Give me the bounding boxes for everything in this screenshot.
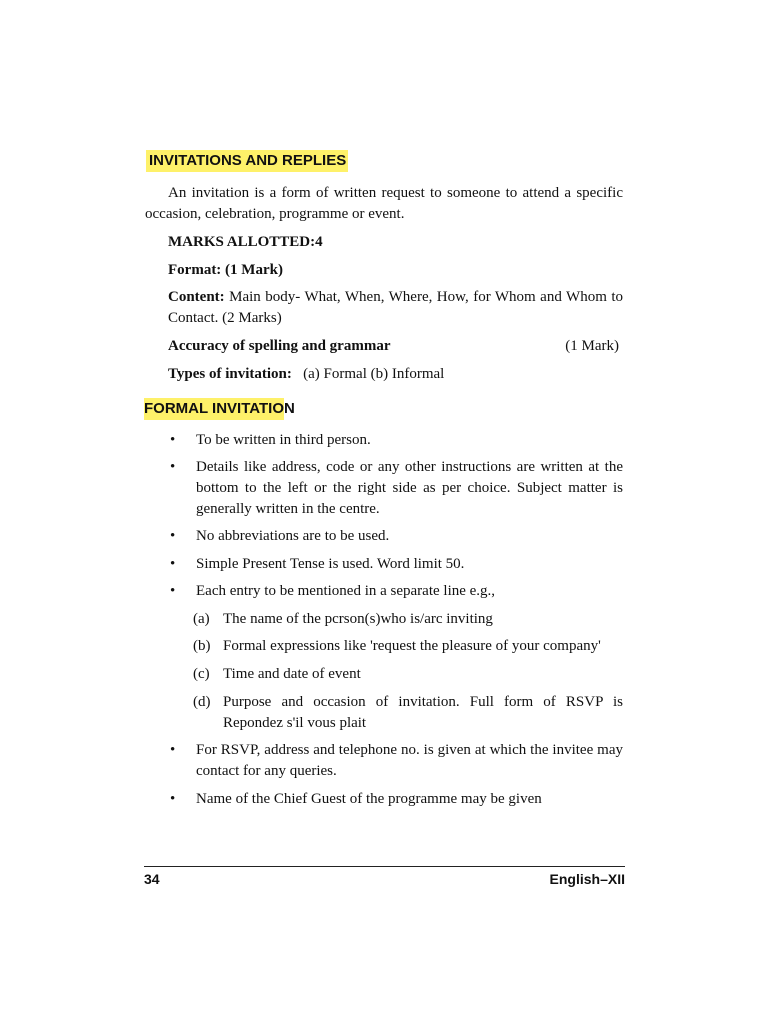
bullet-icon: • (170, 459, 176, 475)
intro-paragraph: An invitation is a form of written request to someone to attend a specific occasion, celebration, programme or event. (145, 185, 623, 222)
content-text: Main body- What, When, Where, How, for Whom and Whom to Contact. (2 Marks) (168, 289, 623, 326)
list-item-text: Simple Present Tense is used. Word limit 50. (196, 556, 465, 572)
sub-item-text: Time and date of event (223, 666, 361, 682)
sub-item-label: (b) (193, 638, 211, 654)
types-of-invitation (168, 364, 623, 385)
section-title-highlight: INVITATIONS AND REPLIES (146, 150, 348, 172)
list-item-text: To be written in third person. (196, 432, 371, 448)
bullet-icon: • (170, 556, 176, 572)
bullet-icon: • (170, 583, 176, 599)
marks-allotted-text: MARKS ALLOTTED:4 (168, 234, 323, 250)
content-marks (168, 287, 623, 329)
section-title-highlight: FORMAL INVITATIO (144, 398, 284, 420)
list-item-text: Name of the Chief Guest of the programme may be given (196, 791, 542, 807)
list-item-text: Details like address, code or any other instructions are written at the bottom to the left or the right side as per choice. Subject matter is generally written in the centre. (196, 459, 623, 517)
sub-item-text: Formal expressions like 'request the pleasure of your company' (223, 638, 601, 654)
accuracy-marks (168, 336, 623, 357)
book-title: English–XII (549, 871, 625, 887)
bullet-icon: • (170, 791, 176, 807)
content-label: Content: (168, 289, 225, 305)
section-title-rest: N (284, 400, 295, 417)
bullet-icon: • (170, 528, 176, 544)
bullet-icon: • (170, 742, 176, 758)
list-item-text: Each entry to be mentioned in a separate line e.g., (196, 583, 496, 599)
section-title-invitations (146, 152, 348, 169)
types-text: (a) Formal (b) Informal (291, 366, 445, 382)
format-marks-text: Format: (1 Mark) (168, 262, 283, 278)
sub-item-label: (d) (193, 694, 211, 710)
section-title-formal-invitation (144, 400, 295, 417)
accuracy-label: Accuracy of spelling and grammar (168, 338, 391, 354)
format-marks (168, 260, 623, 281)
sub-item-text: Purpose and occasion of invitation. Full form of RSVP is Repondez s'il vous plait (223, 694, 623, 731)
bullet-icon: • (170, 432, 176, 448)
sub-item-label: (a) (193, 611, 210, 627)
list-item-text: For RSVP, address and telephone no. is given at which the invitee may contact for any queries. (196, 742, 623, 779)
footer-divider (144, 866, 625, 867)
types-label: Types of invitation: (168, 366, 292, 382)
page-number: 34 (144, 871, 160, 887)
sub-item-label: (c) (193, 666, 210, 682)
sub-item-text: The name of the pcrson(s)who is/arc inviting (223, 611, 493, 627)
marks-allotted (168, 232, 623, 253)
list-item-text: No abbreviations are to be used. (196, 528, 390, 544)
accuracy-mark-value: (1 Mark) (565, 338, 619, 354)
